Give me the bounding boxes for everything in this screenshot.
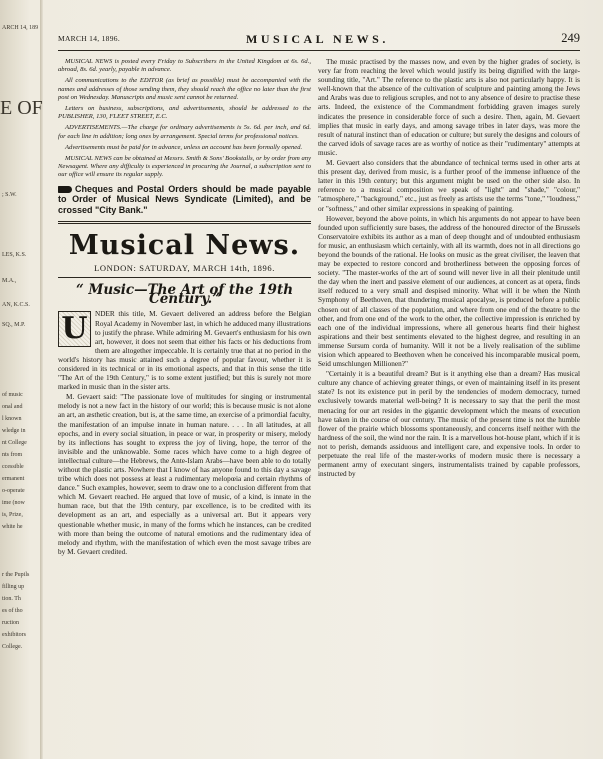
gutter-line: tion. Th bbox=[2, 596, 21, 602]
article-paragraph: M. Gevaert also considers that the abundance of technical terms used in other arts at this present day, derived from music, is a further proof of the immense influence of the latter in this 19th century; but this argument might be used on the other side also. In reference to a musical composition we speak of "light" and "shade," "colour," "atmosphere," "background," etc., just as freely as artists use the terms "tone," "loudness," or "softness," and other similar expressions in speaking of painting. bbox=[318, 159, 580, 213]
cheque-notice-text: Cheques and Postal Orders should be made payable to Order of Musical News Syndicate (Limited), and be crossed "City Bank." bbox=[58, 183, 311, 215]
article-paragraph: NDER this title, M. Gevaert delivered an address before the Belgian Royal Academy in November last, in which he adduced many illustrations to justify the phrase. While admiring M. Gevaert's enthusiasm for his own art, however, it does not seem that either his facts or his deductions from them are altogether impeccable. It is certainly true that at no period in the world's history has music attained such a degree of popular favour, whether it is considered in its technical or in its emotional aspects, and that in this sense the title "The Art of the 19th Century," is to some extent justified; but this is surely not more marked in music than in the sister arts. bbox=[58, 310, 311, 392]
article-paragraph: However, beyond the above points, in which his arguments do not appear to have been founded upon sufficiently sure bases, the address of the honoured director of the Brussels Conservatoire exhibits its author as a man of deep thought and of undoubted enthusiasm for music, an enthusiasm which certainly, with all its warmth, does not in all directions go beyond the bounds of the rational. He looks on music as the great civiliser, the leaven that may be expected to restore concord and brotherliness between the opposing forces of society. "The master-works of the art of sound will never live in all their plenitude until the day when the inert and passive element of our audiences, at concert as at opera, finds itself reduced to a very small and despised minority. What will it be when the Ninth Symphony of Beethoven, that thundering musical apocalyse, is produced before a public chosen out of all classes of the population, and where from one end of the theatre to the other, and from one end of the work to the other, the collective impression is enriched by each one of the individual impressions, where all generous hearts find their highest aspirations and their best sentiments elevated to the highest degree, and resulting in an immense Sursum corda of humanity. Will it not be a lively realisation of the sublime vision which appeared to Beethoven when he conceived his incomparable musical poem, Seid umschlungen Millionen?" bbox=[318, 214, 580, 369]
masthead: Musical News. bbox=[68, 230, 301, 262]
notice-editor: All communications to the EDITOR (as brief as possible) must be accompanied with the names and addresses of those sending them, they should reach the office no later than the first post on Wednesday. Manuscripts and music sent cannot be returned. bbox=[58, 77, 311, 101]
gutter-line: r the Pupils bbox=[2, 572, 30, 578]
gutter-line: ARCH 14, 189 bbox=[2, 25, 39, 31]
notice-bookstalls: MUSICAL NEWS can be obtained at Messrs. Smith & Sons' Bookstalls, or by order from any Newsagent. Where any difficulty is experienced in procuring the Journal, a subscription sent to our office will ensure its regular supply. bbox=[58, 155, 311, 179]
gutter-line: filling up bbox=[2, 584, 25, 590]
article-opening bbox=[58, 310, 311, 392]
left-column bbox=[58, 58, 311, 558]
gutter-line: AN, K.C.S. bbox=[2, 302, 30, 308]
adjacent-page-gutter bbox=[0, 20, 44, 740]
gutter-line: College. bbox=[2, 644, 23, 650]
gutter-line: ermanent bbox=[2, 476, 25, 482]
gutter-line: is, Prize, bbox=[2, 512, 23, 518]
pointing-hand-icon bbox=[58, 186, 72, 193]
gutter-line: es of tho bbox=[2, 608, 23, 614]
gutter-line: LES, K.S. bbox=[2, 252, 27, 258]
gutter-line: M.A., bbox=[2, 278, 17, 284]
gutter-line: onal and bbox=[2, 404, 23, 410]
gutter-line: ruction bbox=[2, 620, 19, 626]
gutter-line: exhibitors bbox=[2, 632, 26, 638]
article-paragraph: M. Gevaert said: "The passionate love of multitudes for singing or instrumental melody is not a new fact in the history of our world; this is because music is not alone an art, an æsthetic creation, but is, at the same time, an exercise of a primordial faculty, the manifestation of an impulse innate in human nature. . . . In all latitudes, at all epochs, and in every social situation, in peace or war, in prosperity or misery, melody by its inflections has sought to express the joy of living, hope, the terror of the invisible and the unknowable. Some races which have come to a high degree of intellectual culture—the Hebrews, the Ante-Islam Arabs—have been able to do totally without the plastic arts. Nowhere that I know of has anyone found to this day a savage tribe which does not possess at least a rudimentary melopœia and certain rhythms of dance." Such examples, however, seem to draw one to a conclusion different from that which M. Gevaert reached. He argued that love of music, of a kind, is innate in the human race, but that the 19th century, par excellence, is to be credited with its development as an art, and especially as a universal art. But it appears very questionable whether music, in many of the forms which he instances, can be credited with more than being the outcome of natural emotions and the rudimentary idea of melody and rhythm, with the manifestation of which even the most savage tribes are by M. Gevaert credited. bbox=[58, 393, 311, 556]
gutter-line: SQ., M.P. bbox=[2, 322, 26, 328]
gutter-line: E OF bbox=[0, 97, 43, 119]
article-title: “ Music—The Art of the 19th Century.” bbox=[75, 282, 294, 308]
gutter-line: l known bbox=[2, 416, 22, 422]
notice-business: Letters on business, subscriptions, and advertisements, should be addressed to the PUBLISHER, 130, FLEET STREET, E.C. bbox=[58, 105, 311, 121]
gutter-line: of music bbox=[2, 392, 23, 398]
gutter-line: o-operate bbox=[2, 488, 25, 494]
notice-subscription: MUSICAL NEWS is posted every Friday to Subscribers in the United Kingdom at 6s. 6d., abroad, 8s. 6d. yearly, payable in advance. bbox=[58, 58, 311, 74]
header-date: MARCH 14, 1896. bbox=[58, 34, 121, 43]
gutter-line: ime (now bbox=[2, 500, 25, 506]
divider bbox=[58, 221, 311, 224]
gutter-line: nts from bbox=[2, 452, 23, 458]
gutter-line: wledge in bbox=[2, 428, 26, 434]
gutter-line: nt College bbox=[2, 440, 27, 446]
drop-cap: U bbox=[58, 311, 91, 347]
gutter-line: ; S.W. bbox=[2, 192, 17, 198]
article-paragraph: "Certainly it is a beautiful dream? But is it anything else than a dream? Has musical culture any chance of achieving greater things, or even of maintaining itself in its present state? Is not its existence put in peril by the tendencies of modern democracy, turned exclusively towards material well-being? It is necessary to say that the peril the most menacing for our art resides in the gigantic development which the means of execution have taken in the course of our century. The music of the present time is not the humble flower of the prairie which blossoms spontaneously, and concerns itself neither with the hardness of the soil, the wind nor the rain. It is a marvellous hot-house plant, which if it is not to perish, demands assiduous and intelligent care, and expensive tools. In order to perpetuate the real life of the master-works of modern music there is necessary a permanent army of executant singers, instrumentalists trained by capable professors, instructed by bbox=[318, 370, 580, 479]
dateline: LONDON: SATURDAY, MARCH 14th, 1896. bbox=[94, 263, 275, 274]
notice-advertisements: ADVERTISEMENTS.—The charge for ordinary advertisements is 5s. 6d. per inch, and 6d. for each line in addition; long ones by arrangement. Special terms for professional notices. bbox=[58, 124, 311, 140]
notice-payment: Advertisements must be paid for in advance, unless an account has been formally opened. bbox=[65, 143, 303, 151]
right-column bbox=[318, 58, 580, 480]
page-number: 249 bbox=[561, 31, 580, 45]
cheque-notice bbox=[58, 184, 311, 216]
gutter-line: white he bbox=[2, 524, 23, 530]
divider bbox=[58, 277, 311, 278]
header-title: MUSICAL NEWS. bbox=[246, 32, 389, 46]
page-header bbox=[58, 32, 580, 51]
gutter-line: ccessible bbox=[2, 464, 24, 470]
article-paragraph: The music practised by the masses now, and even by the higher grades of society, is very far from reaching the level which would justify its being dignified with the large-sounding title, "Art." The reference to the plastic arts is also not particularly happy. It is well-known that the absence of the cultivation of sculpture and painting among the Jews and Arabs was due to religious scruples, and not to any absence of desire to practise these arts. Indeed, the existence of the Commandment forbidding graven images surely indicates the presence in considerable force of such a desire. Then, again, M. Gevaert implies that music in early days, and among savage tribes in later days, was more the result of natural instinct than of education or culture; but surely the designs and colours of the carved idols of savage races are as worthy of notice as their "rudimentary" attempts at music. bbox=[318, 58, 580, 157]
